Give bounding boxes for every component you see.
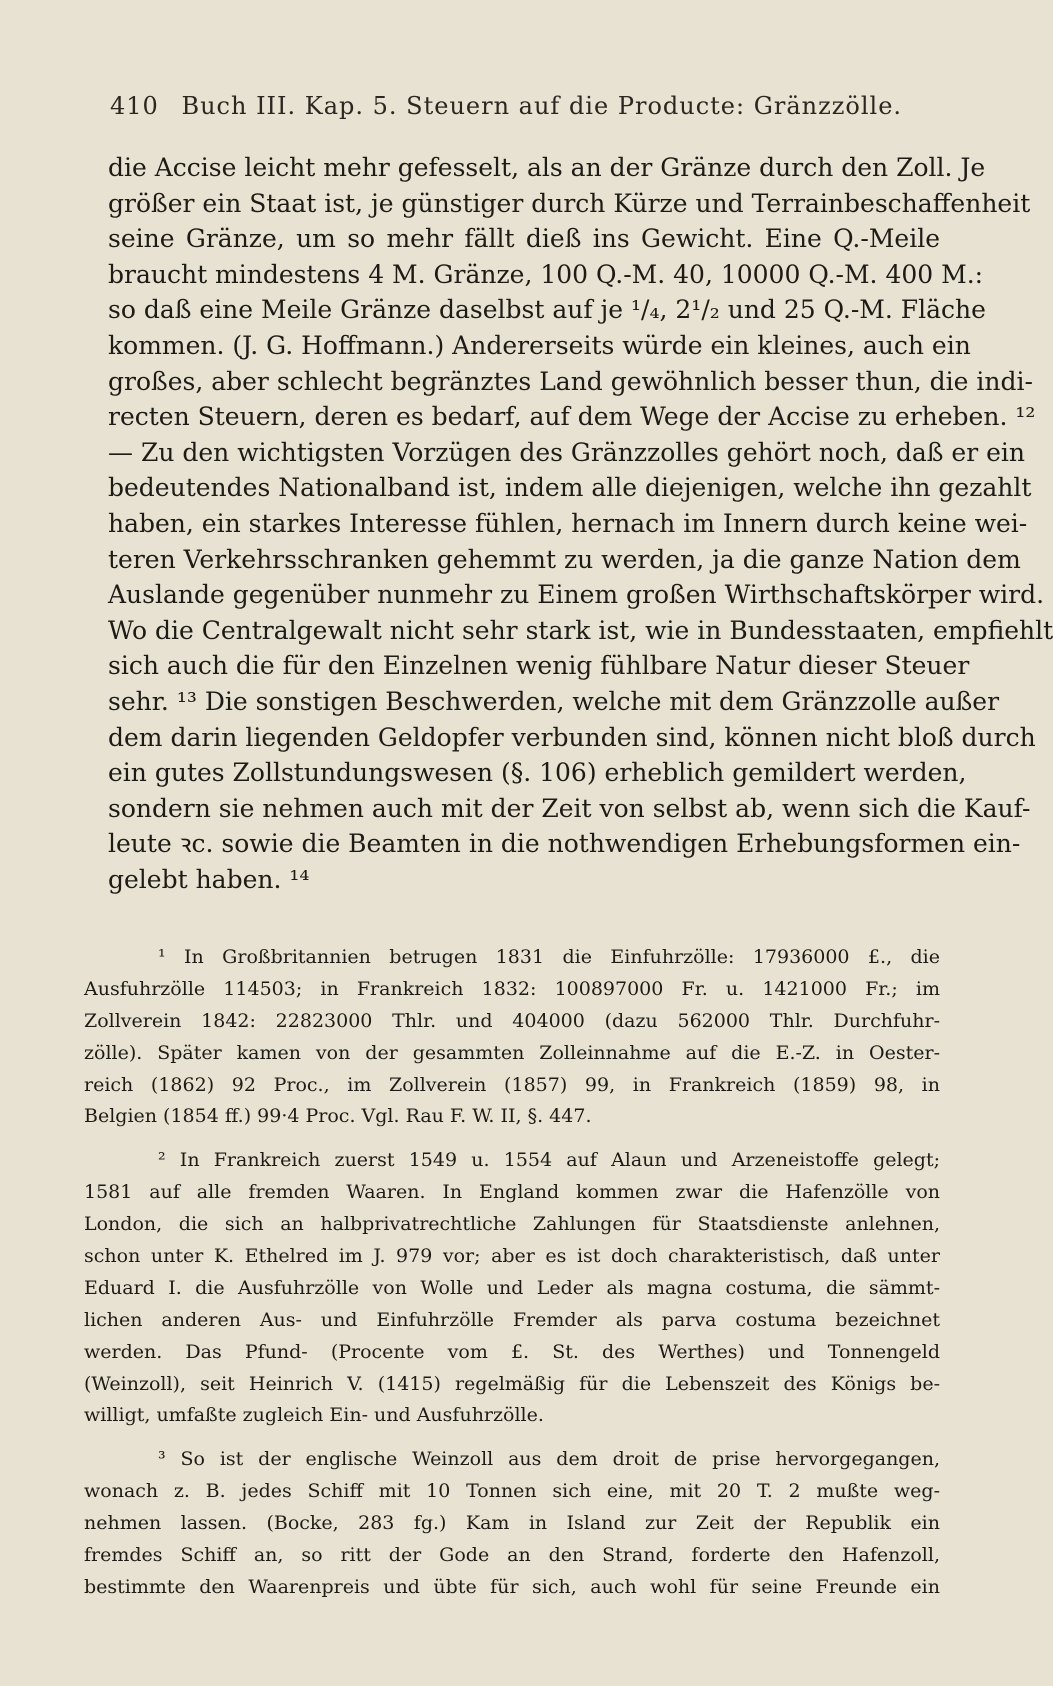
page-number: 410 — [110, 92, 159, 120]
text-line: ein gutes Zollstundungswesen (§. 106) erheblich gemildert werden, — [108, 758, 967, 788]
footnote-line: werden. Das Pfund- (Procente vom £. St. des Werthes) und Tonnengeld — [84, 1340, 940, 1363]
text-line: sehr. ¹³ Die sonstigen Beschwerden, welche mit dem Gränzzolle außer — [108, 686, 1000, 716]
footnote-3 — [84, 1444, 940, 1603]
text-line: leute ꝛc. sowie die Beamten in die nothwendigen Erhebungsformen ein- — [108, 829, 1021, 859]
main-text — [108, 150, 1053, 897]
text-line: bedeutendes Nationalband ist, indem alle diejenigen, welche ihn gezahlt — [108, 473, 1032, 503]
footnote-line: Zollverein 1842: 22823000 Thlr. und 404000 (dazu 562000 Thlr. Durchfuhr- — [84, 1009, 940, 1032]
footnote-line: nehmen lassen. (Bocke, 283 fg.) Kam in Island zur Zeit der Republik ein — [84, 1512, 940, 1535]
text-line: seine Gränze, um so mehr fällt dieß ins Gewicht. Eine Q.-Meile — [108, 224, 940, 254]
footnote-line: bestimmte den Waarenpreis und übte für sich, auch wohl für seine Freunde ein — [84, 1575, 940, 1598]
footnote-line: lichen anderen Aus- und Einfuhrzölle Fremder als parva costuma bezeichnet — [84, 1308, 940, 1331]
footnote-line: Belgien (1854 ff.) 99·4 Proc. Vgl. Rau F. W. II, §. 447. — [84, 1105, 592, 1128]
footnote-1 — [84, 942, 940, 1133]
text-line: großes, aber schlecht begränztes Land gewöhnlich besser thun, die indi- — [108, 366, 1033, 396]
text-line: Wo die Centralgewalt nicht sehr stark ist, wie in Bundesstaaten, empfiehlt — [108, 615, 1053, 645]
text-line: kommen. (J. G. Hoffmann.) Andererseits würde ein kleines, auch ein — [108, 330, 971, 360]
text-line: gelebt haben. ¹⁴ — [108, 864, 310, 894]
running-title: Buch III. Kap. 5. Steuern auf die Producte: Gränzzölle. — [181, 92, 903, 120]
footnote-line: ¹ In Großbritannien betrugen 1831 die Einfuhrzölle: 17936000 £., die — [158, 946, 940, 968]
text-line: die Accise leicht mehr gefesselt, als an der Gränze durch den Zoll. Je — [108, 153, 986, 182]
footnote-line: London, die sich an halbprivatrechtliche Zahlungen für Staatsdienste anlehnen, — [84, 1213, 940, 1236]
text-line: dem darin liegenden Geldopfer verbunden sind, können nicht bloß durch — [108, 722, 1036, 752]
footnote-line: willigt, umfaßte zugleich Ein- und Ausfuhrzölle. — [84, 1404, 544, 1427]
footnote-line: fremdes Schiff an, so ritt der Gode an den Strand, forderte den Hafenzoll, — [84, 1544, 940, 1567]
footnote-line: (Weinzoll), seit Heinrich V. (1415) regelmäßig für die Lebenszeit des Königs be- — [84, 1372, 940, 1395]
text-line: braucht mindestens 4 M. Gränze, 100 Q.-M. 40, 10000 Q.-M. 400 M.: — [108, 259, 984, 289]
text-line: haben, ein starkes Interesse fühlen, hernach im Innern durch keine wei- — [108, 508, 1028, 538]
text-line: sondern sie nehmen auch mit der Zeit von selbst ab, wenn sich die Kauf- — [108, 793, 1031, 823]
footnote-line: ² In Frankreich zuerst 1549 u. 1554 auf Alaun und Arzeneistoffe gelegt; — [158, 1149, 940, 1172]
footnote-line: Ausfuhrzölle 114503; in Frankreich 1832: 100897000 Fr. u. 1421000 Fr.; im — [84, 977, 940, 1000]
text-line: größer ein Staat ist, je günstiger durch Kürze und Terrainbeschaffenheit — [108, 188, 1031, 218]
text-line: — Zu den wichtigsten Vorzügen des Gränzzolles gehört noch, daß er ein — [108, 437, 1025, 467]
footnote-line: zölle). Später kamen von der gesammten Zolleinnahme auf die E.-Z. in Oester- — [84, 1041, 940, 1064]
text-line: sich auch die für den Einzelnen wenig fühlbare Natur dieser Steuer — [108, 651, 970, 681]
footnote-line: wonach z. B. jedes Schiff mit 10 Tonnen sich eine, mit 20 T. 2 mußte weg- — [84, 1480, 940, 1503]
running-header — [110, 92, 940, 120]
footnote-2 — [84, 1145, 940, 1432]
text-line: teren Verkehrsschranken gehemmt zu werden, ja die ganze Nation dem — [108, 544, 1021, 574]
text-line: recten Steuern, deren es bedarf, auf dem Wege der Accise zu erheben. ¹² — [108, 402, 1036, 432]
footnotes — [84, 942, 940, 1604]
text-line: so daß eine Meile Gränze daselbst auf je ¹/₄, 2¹/₂ und 25 Q.-M. Fläche — [108, 295, 986, 325]
footnote-line: reich (1862) 92 Proc., im Zollverein (1857) 99, in Frankreich (1859) 98, in — [84, 1073, 940, 1096]
footnote-line: ³ So ist der englische Weinzoll aus dem droit de prise hervorgegangen, — [158, 1448, 940, 1471]
footnote-line: Eduard I. die Ausfuhrzölle von Wolle und Leder als magna costuma, die sämmt- — [84, 1276, 940, 1299]
footnote-line: schon unter K. Ethelred im J. 979 vor; aber es ist doch charakteristisch, daß unter — [84, 1245, 940, 1268]
text-line: Auslande gegenüber nunmehr zu Einem großen Wirthschaftskörper wird. — [108, 580, 1045, 610]
footnote-line: 1581 auf alle fremden Waaren. In England kommen zwar die Hafenzölle von — [84, 1181, 940, 1204]
